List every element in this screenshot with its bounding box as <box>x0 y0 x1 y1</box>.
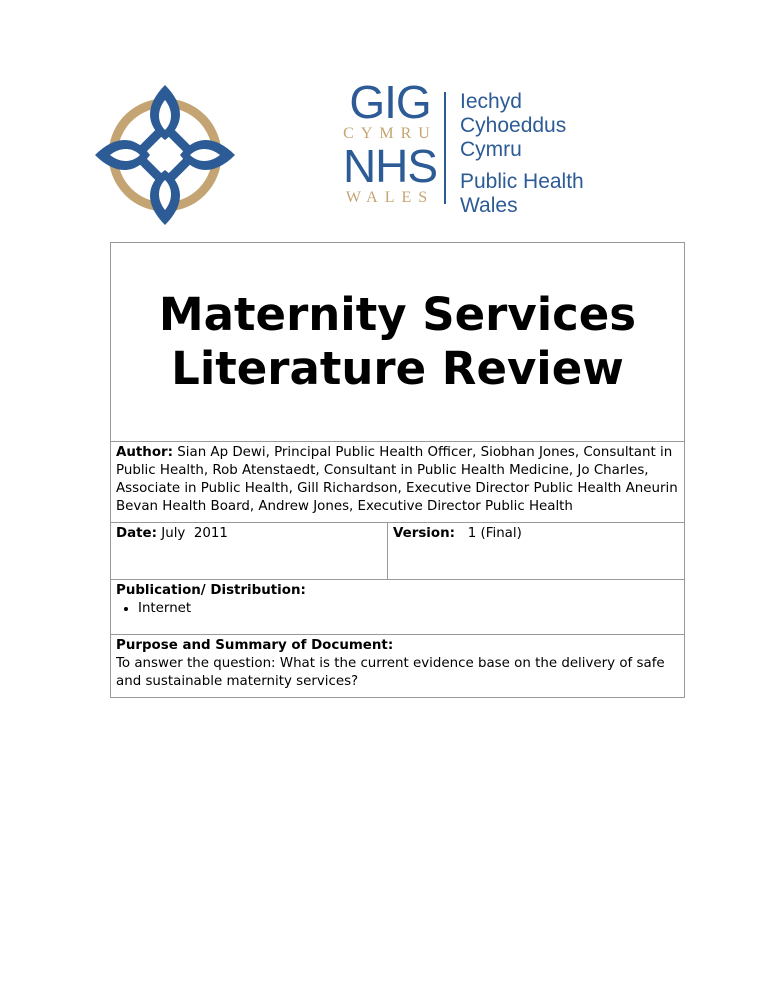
date-cell: Date: July 2011 <box>111 523 388 580</box>
document-info-table <box>110 242 685 698</box>
distribution-item: • Internet <box>138 600 679 618</box>
document-title: Maternity Services Literature Review <box>111 243 685 442</box>
author-cell: Author: Sian Ap Dewi, Principal Public Health Officer, Siobhan Jones, Consultant in Public Health, Rob Atenstaedt, Consultant in Public Health Medicine, Jo Charles, Associate in Public Health, Gill Richardson, Executive Director Public Health Aneurin Bevan Health Board, Andrew Jones, Executive Director Public Health <box>111 442 685 523</box>
distribution-cell: Publication/ Distribution: • Internet <box>111 580 685 635</box>
celtic-knot-icon <box>90 80 240 230</box>
gig-cymru-nhs-wales-wordmark: GIG CYMRU NHS WALES <box>342 76 438 206</box>
public-health-wales-logo <box>90 76 610 230</box>
version-cell: Version: 1 (Final) <box>388 523 685 580</box>
logo-divider <box>444 92 446 204</box>
purpose-cell: Purpose and Summary of Document: To answer the question: What is the current evidence base on the delivery of safe and sustainable maternity services? <box>111 635 685 698</box>
organisation-name: Iechyd Cyhoeddus Cymru Public Health Wales <box>460 90 584 217</box>
